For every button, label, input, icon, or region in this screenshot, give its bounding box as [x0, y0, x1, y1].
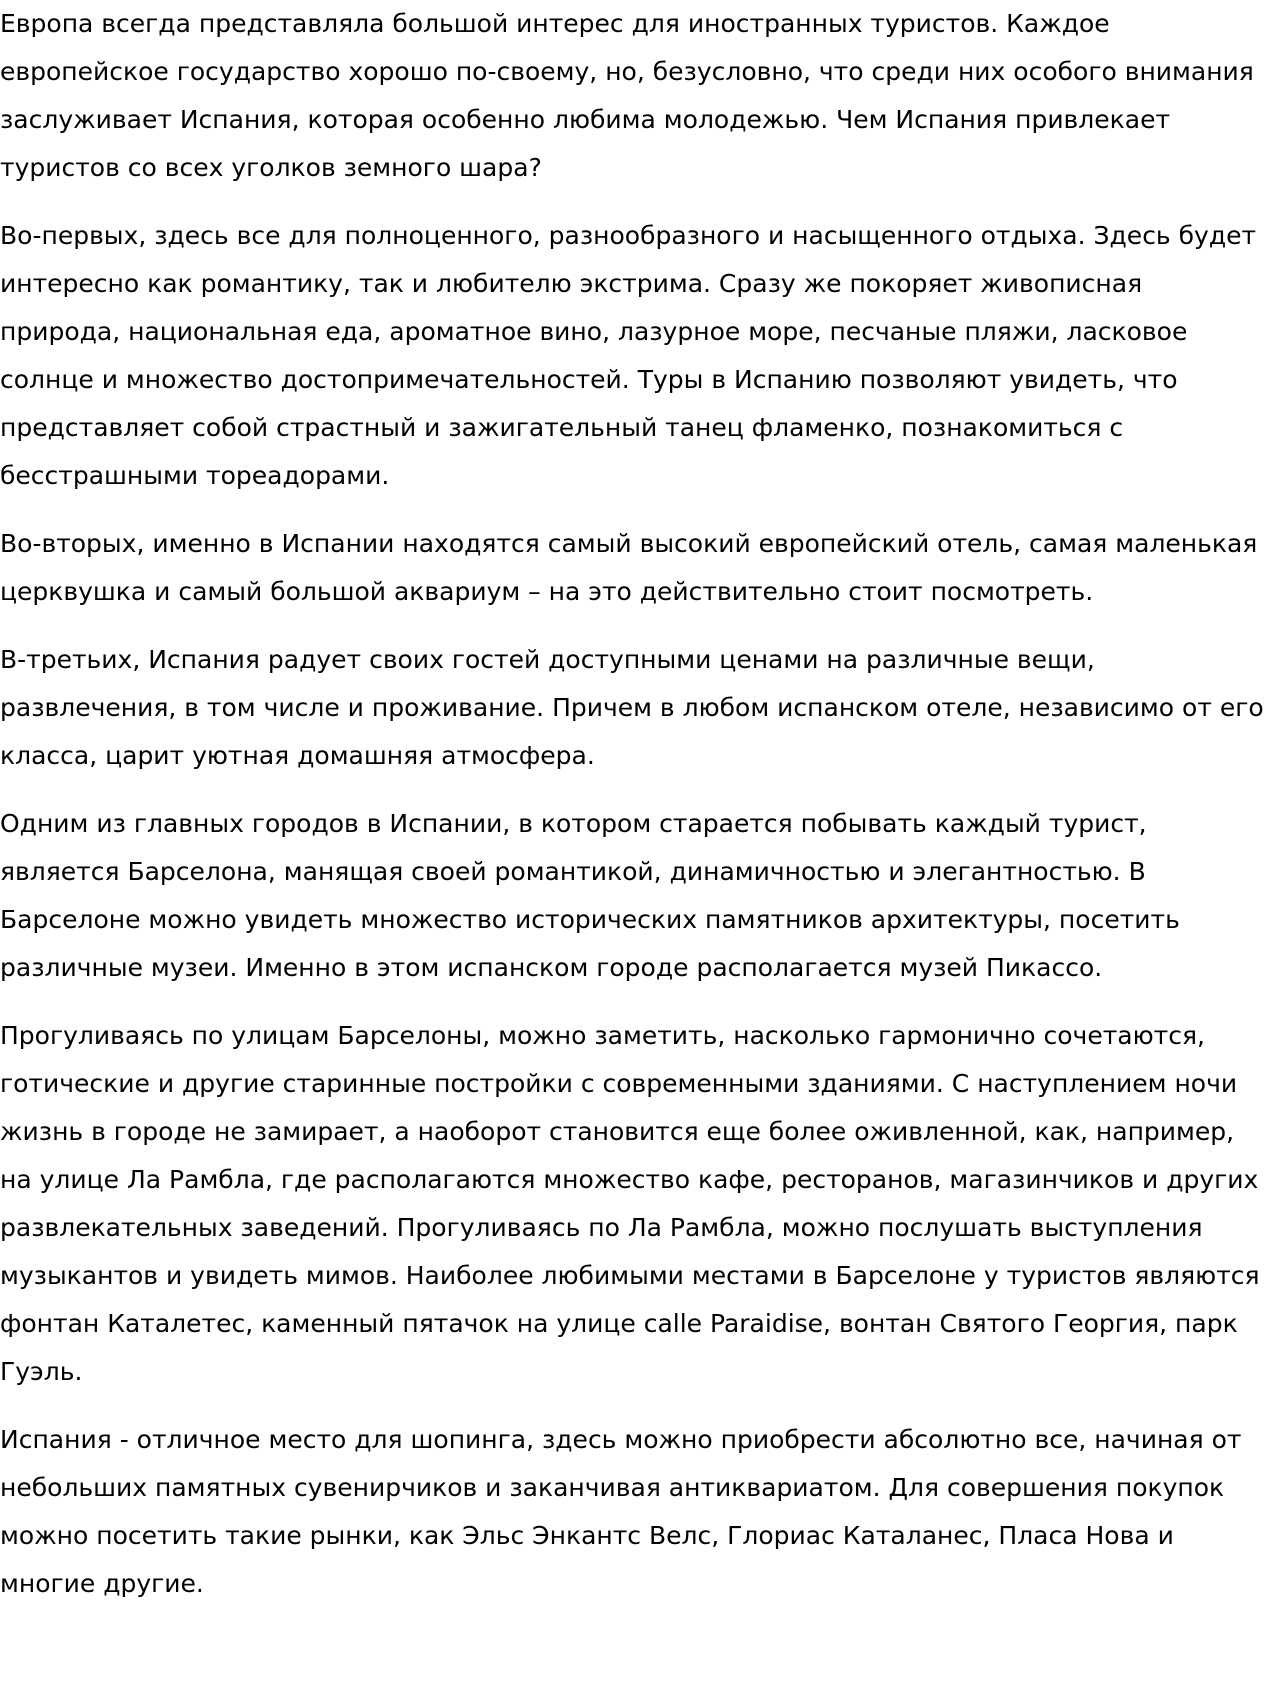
paragraph-third-reason: В-третьих, Испания радует своих гостей доступными ценами на различные вещи, развлечения, в том числе и проживание. Причем в любом испанском отеле, независимо от его класса, царит уютная домашняя атмосфера.: [0, 645, 1264, 770]
paragraph-shopping: Испания - отличное место для шопинга, здесь можно приобрести абсолютно все, начиная от небольших памятных сувенирчиков и заканчивая антиквариатом. Для совершения покупок можно посетить такие рынки, как Эльс Энкантс Велс, Глориас Каталанес, Пласа Нова и многие другие.: [0, 1425, 1242, 1598]
paragraph-first-reason: Во-первых, здесь все для полноценного, разнообразного и насыщенного отдыха. Здесь будет интересно как романтику, так и любителю экстрима. Сразу же покоряет живописная природа, национальная еда, ароматное вино, лазурное море, песчаные пляжи, ласковое солнце и множество достопримечательностей. Туры в Испанию позволяют увидеть, что представляет собой страстный и зажигательный танец фламенко, познакомиться с бесстрашными тореадорами.: [0, 221, 1257, 490]
paragraph-barcelona: Одним из главных городов в Испании, в котором старается побывать каждый турист, является Барселона, манящая своей романтикой, динамичностью и элегантностью. В Барселоне можно увидеть множество исторических памятников архитектуры, посетить различные музеи. Именно в этом испанском городе располагается музей Пикассо.: [0, 809, 1180, 982]
paragraph-intro: Европа всегда представляла большой интерес для иностранных туристов. Каждое европейское государство хорошо по-своему, но, безусловно, что среди них особого внимания заслуживает Испания, которая особенно любима молодежью. Чем Испания привлекает туристов со всех уголков земного шара?: [0, 9, 1254, 182]
paragraph-second-reason: Во-вторых, именно в Испании находятся самый высокий европейский отель, самая маленькая церквушка и самый большой аквариум – на это действительно стоит посмотреть.: [0, 529, 1258, 606]
paragraph-barcelona-streets: Прогуливаясь по улицам Барселоны, можно заметить, насколько гармонично сочетаются, готические и другие старинные постройки с современными зданиями. С наступлением ночи жизнь в городе не замирает, а наоборот становится еще более оживленной, как, например, на улице Ла Рамбла, где располагаются множество кафе, ресторанов, магазинчиков и других развлекательных заведений. Прогуливаясь по Ла Рамбла, можно послушать выступления музыкантов и увидеть мимов. Наиболее любимыми местами в Барселоне у туристов являются фонтан Каталетес, каменный пятачок на улице calle Paraidise, вонтан Святого Георгия, парк Гуэль.: [0, 1021, 1260, 1386]
